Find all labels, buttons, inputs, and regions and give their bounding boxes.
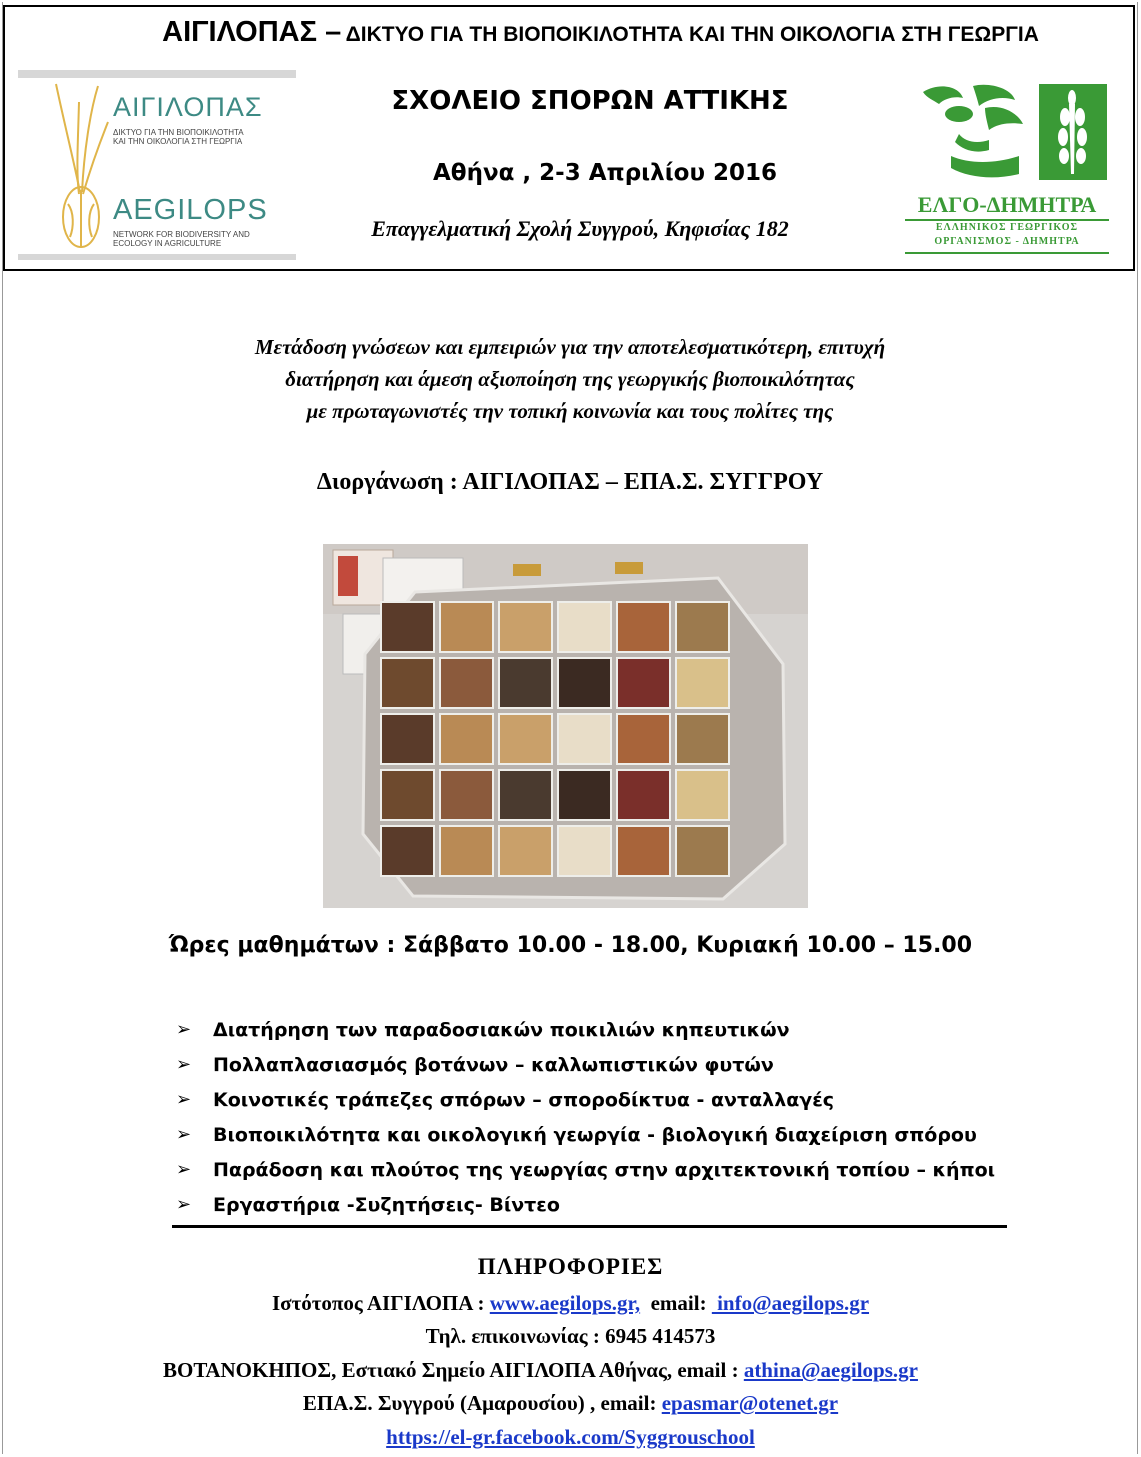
arrow-bullet-icon: ➢ (176, 1019, 192, 1040)
garden-line (0, 1358, 1111, 1383)
arrow-bullet-icon: ➢ (176, 1089, 192, 1110)
athina-email-link[interactable]: athina@aegilops.gr (743, 1358, 918, 1382)
logo-sub-greek-1: ΔΙΚΤΥΟ ΓΙΑ ΤΗΝ ΒΙΟΠΟΙΚΙΛΟΤΗΤΑ (113, 128, 244, 137)
seed-compartment (499, 714, 552, 764)
main-title-big: ΑΙΓΙΛΟΠΑΣ – (162, 16, 342, 48)
info-email-link[interactable]: info@aegilops.gr (711, 1291, 870, 1315)
logo-name-greek: ΑΙΓΙΛΟΠΑΣ (113, 92, 263, 122)
seed-compartment (558, 826, 611, 876)
seed-compartment (617, 658, 670, 708)
seed-compartment (381, 770, 434, 820)
seed-compartment (676, 658, 729, 708)
seed-compartment (558, 658, 611, 708)
seed-compartment (499, 826, 552, 876)
main-title-small: ΔΙΚΤΥΟ ΓΙΑ ΤΗ ΒΙΟΠΟΙΚΙΛΟΤΗΤΑ ΚΑΙ ΤΗΝ ΟΙΚΟΛΟΓΙΑ ΣΤΗ ΓΕΩΡΓΙΑ (345, 23, 1039, 46)
arrow-bullet-icon: ➢ (176, 1159, 192, 1180)
intro-line-1: Μετάδοση γνώσεων και εμπειριών για την αποτελεσματικότερη, επιτυχή (254, 335, 886, 359)
list-item (176, 1117, 1076, 1152)
topic-text: Διατήρηση των παραδοσιακών ποικιλιών κηπευτικών (213, 1018, 790, 1041)
seed-compartment (440, 826, 493, 876)
seed-compartment (381, 602, 434, 652)
seed-compartment (617, 770, 670, 820)
seed-compartment (558, 770, 611, 820)
topic-text: Κοινοτικές τράπεζες σπόρων – σποροδίκτυα - ανταλλαγές (213, 1088, 835, 1111)
seed-compartment (381, 714, 434, 764)
seed-compartment (381, 826, 434, 876)
elgo-sub-1: ΕΛΛΗΝΙΚΟΣ ΓΕΩΡΓΙΚΟΣ (935, 222, 1079, 233)
elgo-divider-bottom (905, 252, 1109, 254)
phone-line: Τηλ. επικοινωνίας : 6945 414573 (425, 1324, 716, 1348)
facebook-link[interactable]: https://el-gr.facebook.com/Syggrouschool (386, 1425, 755, 1449)
seed-compartment (440, 602, 493, 652)
topic-text: Βιοποικιλότητα και οικολογική γεωργία - βιολογική διαχείριση σπόρου (213, 1123, 977, 1146)
seed-compartment (676, 770, 729, 820)
divider-rule (172, 1225, 1007, 1228)
seed-compartment (617, 826, 670, 876)
logo-sub-english-1: NETWORK FOR BIODIVERSITY AND (113, 230, 250, 239)
seed-compartment (676, 602, 729, 652)
list-item (176, 1012, 1076, 1047)
school-title: ΣΧΟΛΕΙΟ ΣΠΟΡΩΝ ΑΤΤΙΚΗΣ (391, 86, 789, 116)
seed-box-photo (323, 544, 808, 908)
seed-box-image (323, 544, 808, 908)
topics-list (176, 1012, 1076, 1222)
seed-compartment (617, 714, 670, 764)
aegilops-logo (18, 70, 296, 260)
organizer: Διοργάνωση : ΑΙΓΙΛΟΠΑΣ – ΕΠΑ.Σ. ΣΥΓΓΡΟΥ (316, 469, 824, 495)
seed-compartment (617, 602, 670, 652)
school-contact-label: ΕΠΑ.Σ. Συγγρού (Αμαρουσίου) , email: (302, 1391, 662, 1415)
seed-compartment (676, 714, 729, 764)
seed-compartment (499, 658, 552, 708)
list-item (176, 1047, 1076, 1082)
event-date: Αθήνα , 2-3 Απριλίου 2016 (432, 160, 778, 186)
event-venue: Επαγγελματική Σχολή Συγγρού, Κηφισίας 182 (371, 216, 789, 241)
topic-text: Πολλαπλασιασμός βοτάνων – καλλωπιστικών φυτών (213, 1053, 774, 1076)
elgo-name: ΕΛΓΟ-ΔΗΜΗΤΡΑ (917, 192, 1097, 217)
intro-line-3: με πρωταγωνιστές την τοπική κοινωνία και τους πολίτες της (306, 399, 834, 423)
site-label: Ιστότοπος ΑΙΓΙΛΟΠΑ : (271, 1291, 490, 1315)
seed-compartment (381, 658, 434, 708)
arrow-bullet-icon: ➢ (176, 1194, 192, 1215)
class-hours: Ώρες μαθημάτων : Σάββατο 10.00 - 18.00, Κυριακή 10.00 – 15.00 (169, 933, 972, 958)
topic-text: Παράδοση και πλούτος της γεωργίας στην αρχιτεκτονική τοπίου – κήποι (213, 1158, 996, 1181)
elgo-dimitra-logo (905, 82, 1109, 258)
demeter-head-icon (919, 82, 1109, 182)
email-label: email: (640, 1291, 712, 1315)
info-title: ΠΛΗΡΟΦΟΡΙΕΣ (477, 1254, 664, 1279)
wheat-icon (46, 82, 116, 254)
facebook-line (0, 1425, 1141, 1450)
elgo-divider (905, 219, 1109, 221)
topic-text: Εργαστήρια -Συζητήσεις- Βίντεο (213, 1193, 560, 1216)
seed-compartment (440, 714, 493, 764)
arrow-bullet-icon: ➢ (176, 1124, 192, 1145)
logo-band-top (18, 70, 296, 78)
seed-compartment (499, 770, 552, 820)
school-contact-line (0, 1391, 1141, 1416)
intro-text (100, 331, 1040, 427)
intro-line-2: διατήρηση και άμεση αξιοποίηση της γεωργικής βιοποικιλότητας (285, 367, 855, 391)
list-item (176, 1152, 1076, 1187)
epasmar-email-link[interactable]: epasmar@otenet.gr (661, 1391, 839, 1415)
logo-band-bottom (18, 254, 296, 260)
elgo-sub-2: ΟΡΓΑΝΙΣΜΟΣ - ΔΗΜΗΤΡΑ (934, 236, 1080, 247)
seed-compartment (499, 602, 552, 652)
seed-compartment (676, 826, 729, 876)
seed-compartment (440, 770, 493, 820)
list-item (176, 1082, 1076, 1117)
list-item (176, 1187, 1076, 1222)
seed-compartment (558, 714, 611, 764)
logo-name-english: AEGILOPS (113, 194, 268, 226)
info-site-line (0, 1291, 1141, 1316)
seed-compartment (558, 602, 611, 652)
main-title (0, 16, 1141, 49)
logo-sub-english-2: ECOLOGY IN AGRICULTURE (113, 239, 222, 248)
seed-compartment (440, 658, 493, 708)
arrow-bullet-icon: ➢ (176, 1054, 192, 1075)
logo-sub-greek-2: ΚΑΙ ΤΗΝ ΟΙΚΟΛΟΓΙΑ ΣΤΗ ΓΕΩΡΓΙΑ (113, 137, 243, 146)
garden-label: ΒΟΤΑΝΟΚΗΠΟΣ, Εστιακό Σημείο ΑΙΓΙΛΟΠΑ Αθήνας, email : (163, 1358, 744, 1382)
site-link[interactable]: www.aegilops.gr, (489, 1291, 641, 1315)
